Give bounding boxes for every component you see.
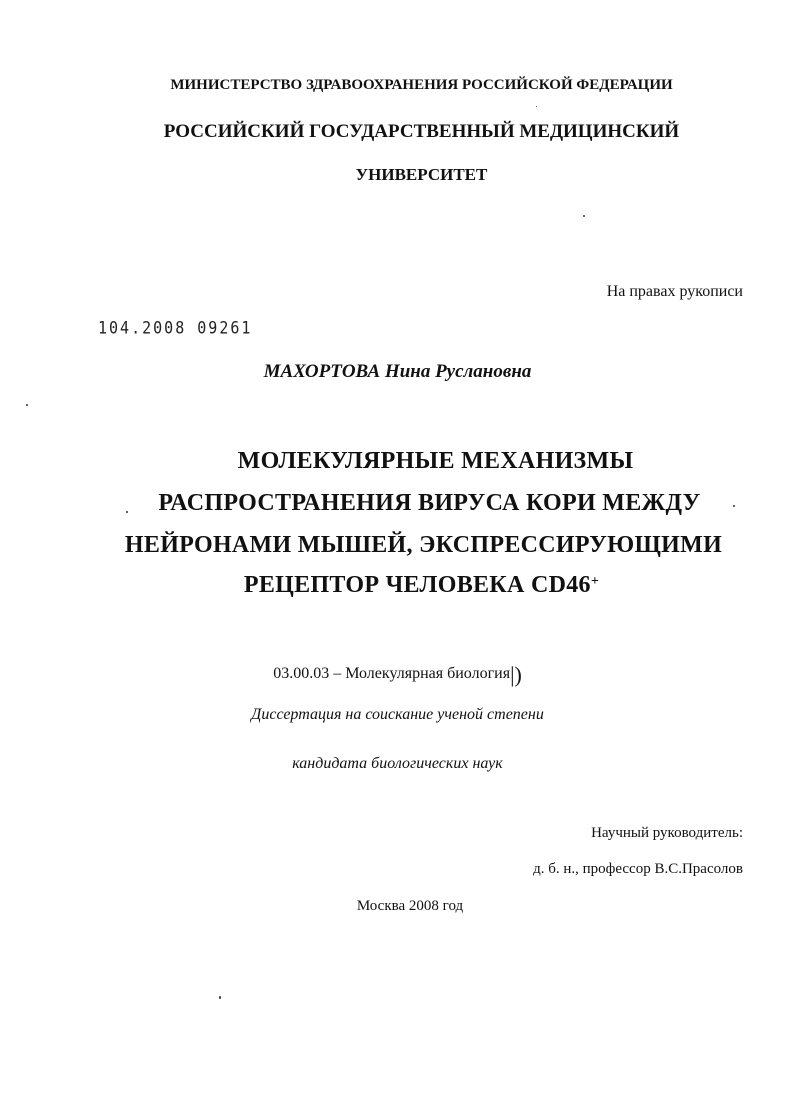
degree-line2: кандидата биологических наук bbox=[292, 755, 503, 772]
university-name-line2: УНИВЕРСИТЕТ bbox=[355, 165, 488, 184]
scan-speck bbox=[536, 106, 537, 107]
author-given-names: Нина Руслановна bbox=[384, 361, 532, 382]
cd46-superscript: + bbox=[590, 574, 600, 589]
dissertation-title-line2: РАСПРОСТРАНЕНИЯ ВИРУСА КОРИ МЕЖДУ bbox=[158, 490, 701, 516]
manuscript-rights-note: На правах рукописи bbox=[606, 283, 743, 300]
degree-line1: Диссертация на соискание ученой степени bbox=[251, 706, 544, 723]
advisor-name: д. б. н., профессор В.С.Прасолов bbox=[533, 861, 743, 877]
university-name-line1: РОССИЙСКИЙ ГОСУДАРСТВЕННЫЙ МЕДИЦИНСКИЙ bbox=[163, 121, 680, 142]
scan-speck bbox=[583, 215, 585, 217]
dissertation-title-line3: НЕЙРОНАМИ МЫШЕЙ, ЭКСПРЕССИРУЮЩИМИ bbox=[124, 532, 723, 558]
scan-speck bbox=[126, 511, 128, 513]
specialty-line bbox=[0, 658, 795, 687]
dissertation-title-line4-text: РЕЦЕПТОР ЧЕЛОВЕКА CD46 bbox=[243, 572, 591, 598]
dissertation-title-line4 bbox=[24, 572, 795, 599]
scan-speck bbox=[219, 996, 221, 999]
scan-speck bbox=[733, 505, 735, 507]
specialty-name: Молекулярная биология bbox=[345, 665, 511, 682]
city-year: Москва 2008 год bbox=[356, 898, 464, 914]
specialty-code: 03.00.03 – bbox=[273, 665, 342, 682]
handwritten-bracket-mark: |) bbox=[510, 662, 522, 687]
author-name bbox=[0, 361, 795, 383]
author-surname: МАХОРТОВА bbox=[263, 361, 381, 382]
scan-speck bbox=[26, 404, 28, 406]
ministry-header: МИНИСТЕРСТВО ЗДРАВООХРАНЕНИЯ РОССИЙСКОЙ ФЕДЕРАЦИИ bbox=[170, 77, 673, 93]
dissertation-title-line1: МОЛЕКУЛЯРНЫЕ МЕХАНИЗМЫ bbox=[237, 448, 634, 474]
advisor-label: Научный руководитель: bbox=[591, 825, 743, 841]
registry-stamp: 104.2008 09261 bbox=[98, 317, 253, 339]
